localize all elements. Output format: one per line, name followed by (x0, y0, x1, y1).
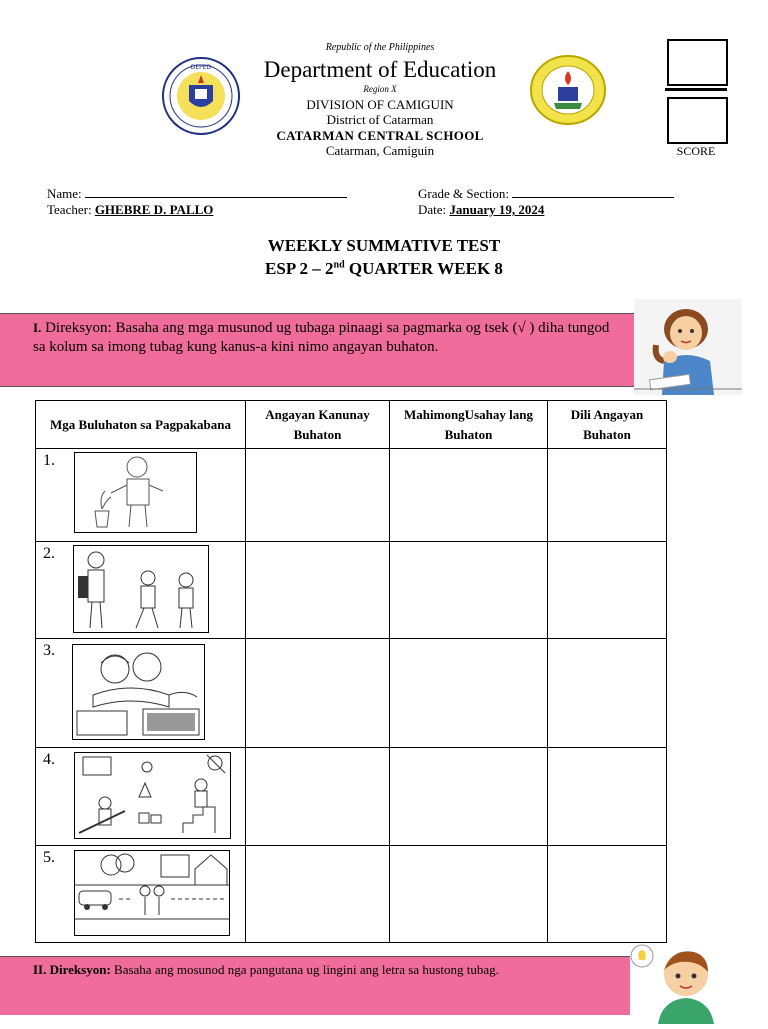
header-never: Dili Angayan Buhaton (548, 401, 667, 449)
score-label: SCORE (676, 144, 716, 158)
sometimes-check-cell[interactable] (390, 542, 548, 639)
table-row (36, 748, 667, 846)
never-check-cell[interactable] (548, 542, 667, 639)
direction-band-2 (0, 956, 630, 1015)
always-check-cell[interactable] (246, 542, 390, 639)
test-title: WEEKLY SUMMATIVE TEST (267, 236, 501, 255)
svg-text:DEPED: DEPED (190, 64, 212, 71)
grade-section-blank[interactable] (512, 196, 674, 198)
row-number: 4. (43, 751, 55, 768)
department-title: Department of Education (263, 57, 497, 82)
sometimes-check-cell[interactable] (390, 449, 548, 542)
date-label: Date: (418, 202, 447, 217)
direction-1-text: I. Direksyon: Basaha ang mga musunod ug tubaga pinaagi sa pagmarka og tsek (√ ) diha tungod sa kolum sa imong tubag kung kanus-a kini nimo angayan buhaton. (33, 320, 610, 355)
district-label: District of Catarman (326, 112, 434, 127)
region-label: Region X (363, 84, 397, 94)
never-check-cell[interactable] (548, 748, 667, 846)
always-check-cell[interactable] (246, 449, 390, 542)
division-label: DIVISION OF CAMIGUIN (306, 97, 454, 112)
row-number: 1. (43, 452, 55, 469)
sometimes-check-cell[interactable] (390, 748, 548, 846)
table-row (36, 542, 667, 639)
deped-seal-logo (162, 57, 240, 135)
row-number: 3. (43, 642, 55, 659)
always-check-cell[interactable] (246, 639, 390, 748)
child-watering-plant-image (74, 452, 197, 533)
children-cleaning-room-image (74, 752, 231, 839)
never-check-cell[interactable] (548, 639, 667, 748)
name-blank[interactable] (85, 196, 347, 198)
always-check-cell[interactable] (246, 846, 390, 943)
sometimes-check-cell[interactable] (390, 846, 548, 943)
direction-2-text: II. Direksyon: Basaha ang mosunod nga pangutana ug lingini ang letra sa hustong tubag. (33, 962, 499, 977)
table-header-row (36, 401, 667, 449)
date-value: January 19, 2024 (449, 202, 545, 217)
task-cell (36, 449, 246, 542)
header-always: Angayan Kanunay Buhaton (246, 401, 390, 449)
school-name: CATARMAN CENTRAL SCHOOL (276, 128, 484, 143)
children-reading-book-image (72, 644, 205, 740)
score-box-bottom (667, 97, 728, 144)
task-cell (36, 542, 246, 639)
grade-section-field[interactable] (418, 186, 674, 202)
task-cell (36, 748, 246, 846)
thinking-girl-illustration (634, 299, 742, 395)
teacher-value: GHEBRE D. PALLO (94, 202, 214, 217)
test-subtitle: ESP 2 – 2nd QUARTER WEEK 8 (265, 259, 503, 278)
table-row (36, 449, 667, 542)
score-box-top (667, 39, 728, 86)
date-field (418, 202, 544, 218)
score-divider (665, 88, 727, 91)
never-check-cell[interactable] (548, 449, 667, 542)
grade-section-label: Grade & Section: (418, 186, 509, 201)
table-row (36, 846, 667, 943)
children-crossing-street-image (74, 850, 230, 936)
task-cell (36, 846, 246, 943)
school-seal-logo (530, 55, 606, 125)
header-sometimes: MahimongUsahay lang Buhaton (390, 401, 548, 449)
teacher-field (47, 202, 213, 218)
always-check-cell[interactable] (246, 748, 390, 846)
children-walking-school-image (73, 545, 209, 633)
row-number: 5. (43, 849, 55, 866)
header-task: Mga Buluhaton sa Pagpakabana (36, 401, 246, 449)
teacher-label: Teacher: (47, 202, 92, 217)
never-check-cell[interactable] (548, 846, 667, 943)
town-label: Catarman, Camiguin (325, 143, 435, 158)
name-label: Name: (47, 186, 82, 201)
republic-label: Republic of the Philippines (325, 42, 435, 53)
row-number: 2. (43, 545, 55, 562)
table-row (36, 639, 667, 748)
sometimes-check-cell[interactable] (390, 639, 548, 748)
name-field[interactable] (47, 186, 347, 202)
boy-lightbulb-illustration (628, 940, 728, 1024)
task-cell (36, 639, 246, 748)
activity-table (35, 400, 667, 943)
direction-band-1 (0, 313, 638, 387)
